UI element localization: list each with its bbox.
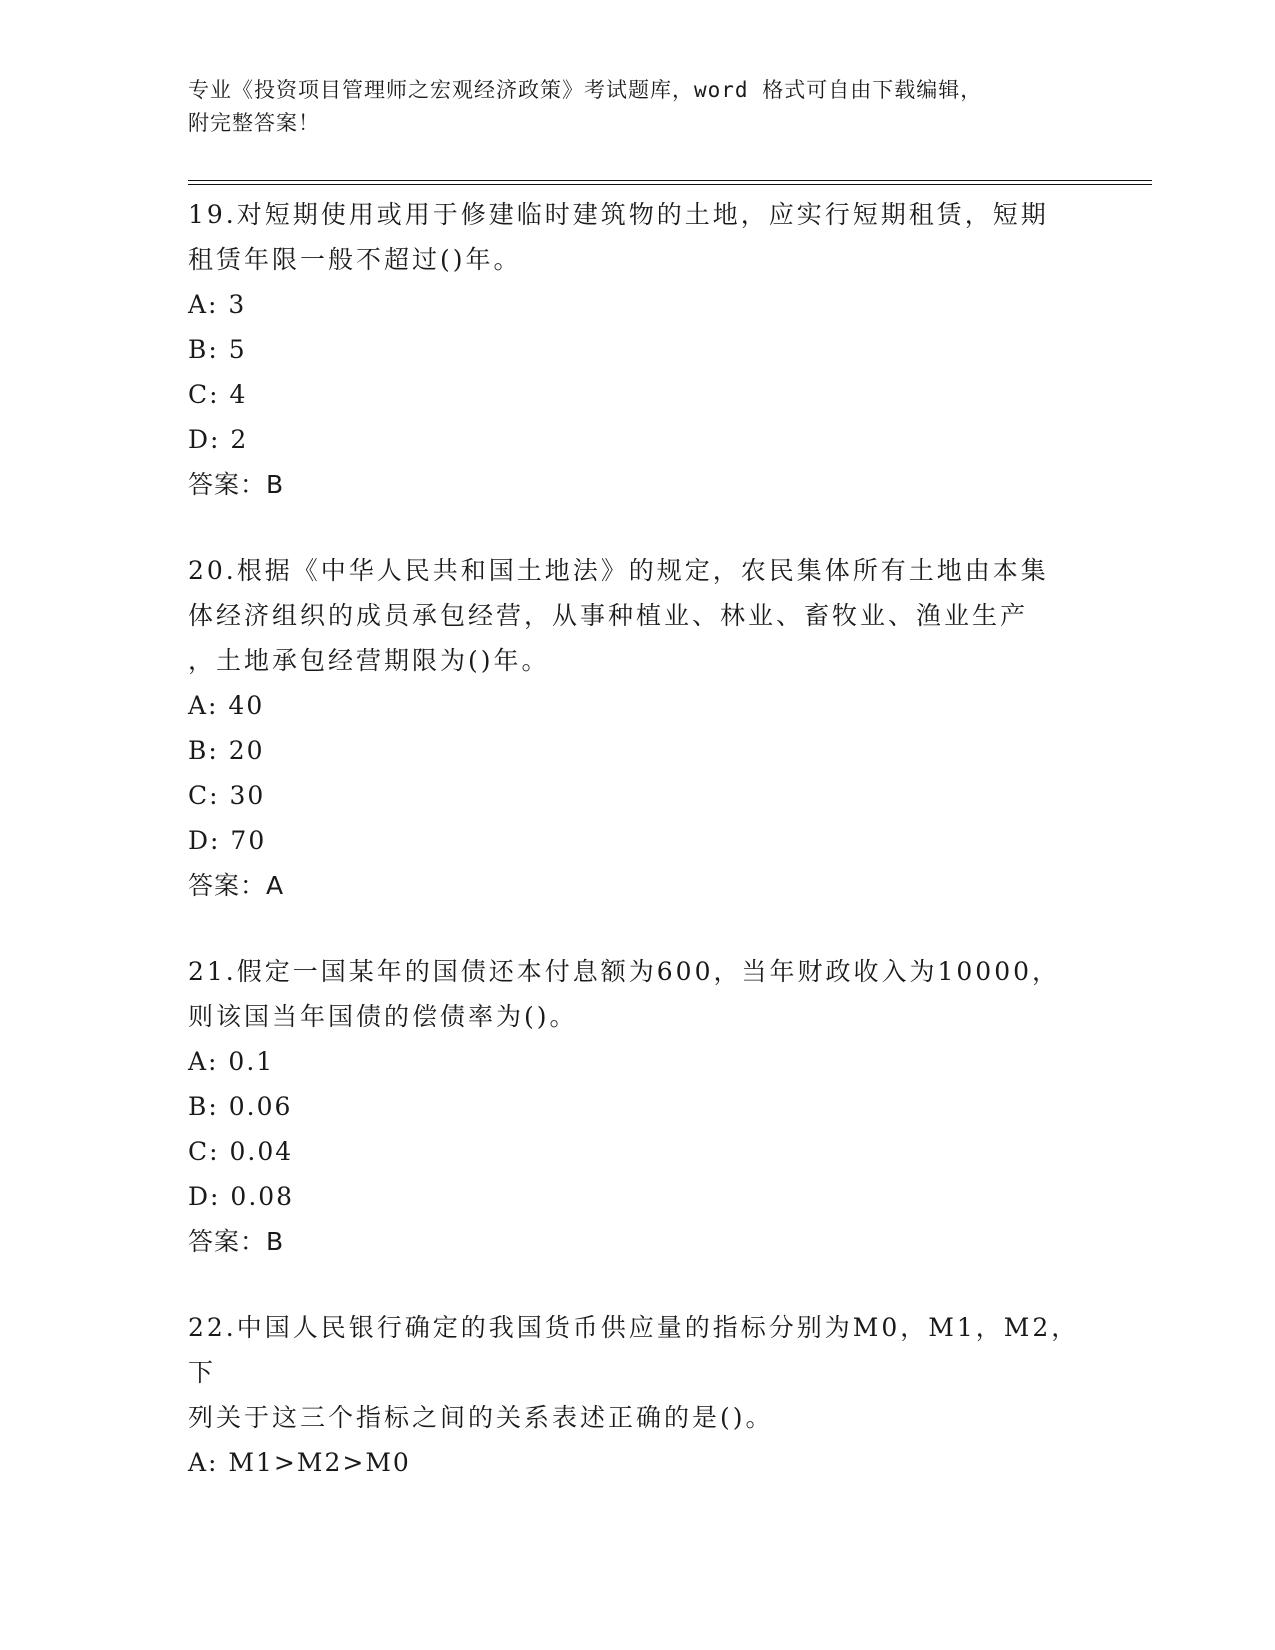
- header-divider-top: [188, 180, 1152, 181]
- answer-option: B: 0.06: [188, 1092, 293, 1121]
- header-line-1: 专业《投资项目管理师之宏观经济政策》考试题库，word 格式可自由下载编辑，: [188, 78, 983, 102]
- answer-option: B: 20: [188, 736, 265, 765]
- correct-answer: 答案：B: [188, 1227, 285, 1256]
- answer-option: D: 70: [188, 826, 267, 855]
- answer-option: C: 30: [188, 781, 266, 810]
- question-text-line: 20.根据《中华人民共和国土地法》的规定，农民集体所有土地由本集: [188, 556, 1049, 585]
- answer-option: C: 0.04: [188, 1137, 294, 1166]
- correct-answer: 答案：A: [188, 871, 285, 900]
- question-text-line: 19.对短期使用或用于修建临时建筑物的土地，应实行短期租赁，短期: [188, 200, 1049, 229]
- question-text-line: 则该国当年国债的偿债率为()。: [188, 1002, 578, 1031]
- question-block: [188, 192, 1088, 507]
- question-block: [188, 1305, 1088, 1485]
- question-text-line: 列关于这三个指标之间的关系表述正确的是()。: [188, 1403, 774, 1432]
- question-text-line: 21.假定一国某年的国债还本付息额为600，当年财政收入为10000，: [188, 957, 1061, 986]
- answer-option: B: 5: [188, 335, 247, 364]
- answer-option: A: M1>M2>M0: [188, 1448, 411, 1477]
- question-text-line: 租赁年限一般不超过()年。: [188, 245, 522, 274]
- answer-option: C: 4: [188, 380, 248, 409]
- header-divider-bottom: [188, 184, 1152, 185]
- question-block: [188, 949, 1088, 1264]
- question-list: [188, 192, 1088, 1526]
- document-header: [188, 74, 1068, 140]
- answer-option: A: 40: [188, 691, 265, 720]
- answer-option: D: 0.08: [188, 1182, 295, 1211]
- question-text-line: ，土地承包经营期限为()年。: [188, 646, 550, 675]
- header-line-2: 附完整答案！: [188, 111, 320, 135]
- answer-option: A: 0.1: [188, 1047, 275, 1076]
- question-block: [188, 548, 1088, 908]
- correct-answer: 答案：B: [188, 470, 285, 499]
- answer-option: A: 3: [188, 290, 247, 319]
- question-text-line: 体经济组织的成员承包经营，从事种植业、林业、畜牧业、渔业生产: [188, 601, 1029, 630]
- question-text-line: 22.中国人民银行确定的我国货币供应量的指标分别为M0，M1，M2，下: [188, 1313, 1080, 1387]
- answer-option: D: 2: [188, 425, 249, 454]
